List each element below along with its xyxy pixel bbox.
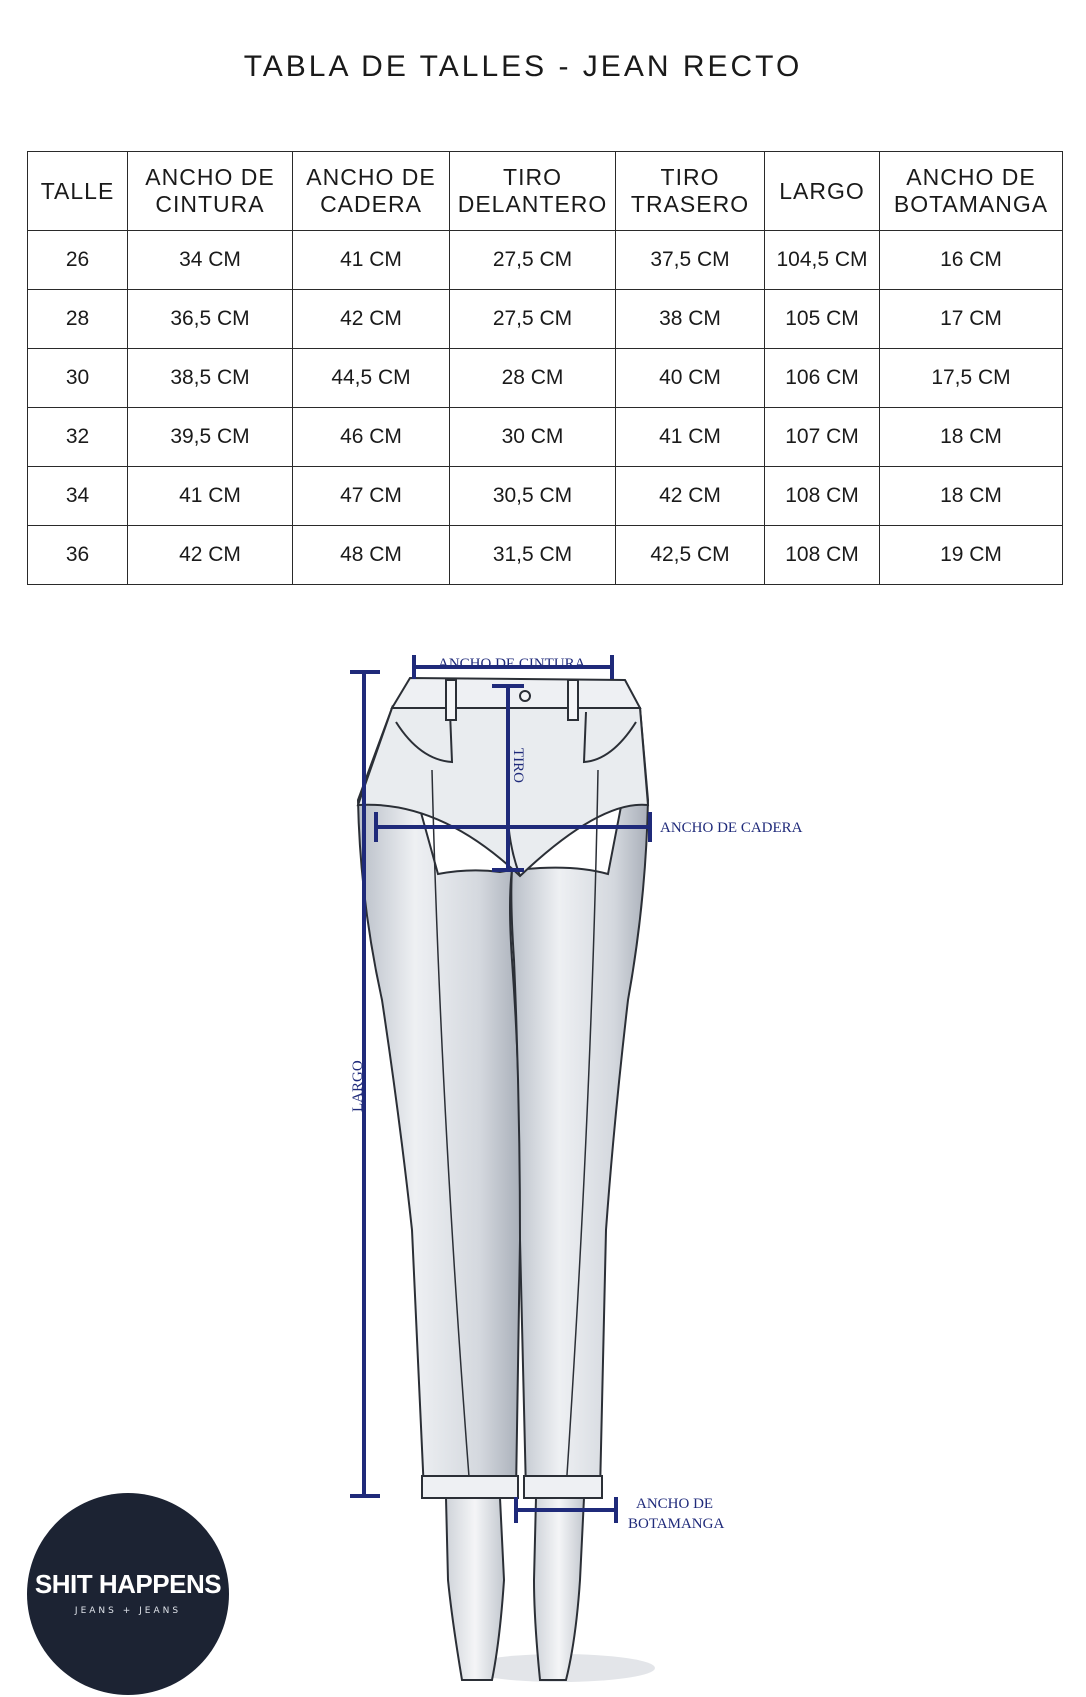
table-cell: 30 bbox=[28, 349, 128, 408]
table-cell: 34 CM bbox=[128, 231, 293, 290]
table-cell: 107 CM bbox=[765, 408, 880, 467]
table-cell: 44,5 CM bbox=[293, 349, 450, 408]
table-cell: 30,5 CM bbox=[450, 467, 616, 526]
table-row bbox=[28, 526, 1063, 585]
right-boot bbox=[534, 1498, 584, 1680]
column-header-text: ANCHO DE bbox=[145, 164, 275, 190]
column-header-text: ANCHO DE bbox=[306, 164, 436, 190]
table-cell: 36,5 CM bbox=[128, 290, 293, 349]
table-body bbox=[28, 231, 1063, 585]
jeans-button bbox=[520, 691, 530, 701]
table-cell: 40 CM bbox=[616, 349, 765, 408]
waistband bbox=[392, 678, 640, 708]
table-row bbox=[28, 290, 1063, 349]
table-cell: 108 CM bbox=[765, 526, 880, 585]
table-cell: 38 CM bbox=[616, 290, 765, 349]
brand-logo-name: SHIT HAPPENS bbox=[34, 1569, 222, 1599]
table-cell: 46 CM bbox=[293, 408, 450, 467]
hip-width-label: ANCHO DE CADERA bbox=[660, 820, 803, 836]
table-cell: 41 CM bbox=[293, 231, 450, 290]
table-cell: 37,5 CM bbox=[616, 231, 765, 290]
table-cell: 42 CM bbox=[616, 467, 765, 526]
hem-width-label-line1: ANCHO DE bbox=[636, 1496, 714, 1512]
table-cell: 48 CM bbox=[293, 526, 450, 585]
column-header-text: BOTAMANGA bbox=[893, 191, 1049, 217]
column-header-text: TIRO bbox=[660, 164, 720, 190]
table-cell: 31,5 CM bbox=[450, 526, 616, 585]
table-cell: 27,5 CM bbox=[450, 290, 616, 349]
table-cell: 18 CM bbox=[880, 408, 1063, 467]
table-cell: 16 CM bbox=[880, 231, 1063, 290]
brand-logo-tagline: JEANS + JEANS bbox=[74, 1606, 182, 1616]
table-cell: 27,5 CM bbox=[450, 231, 616, 290]
table-cell: 28 bbox=[28, 290, 128, 349]
table-cell: 18 CM bbox=[880, 467, 1063, 526]
column-header bbox=[616, 152, 765, 231]
table-cell: 19 CM bbox=[880, 526, 1063, 585]
table-cell: 26 bbox=[28, 231, 128, 290]
table-cell: 38,5 CM bbox=[128, 349, 293, 408]
table-cell: 30 CM bbox=[450, 408, 616, 467]
table-row bbox=[28, 231, 1063, 290]
belt-loop bbox=[446, 680, 456, 720]
table-cell: 105 CM bbox=[765, 290, 880, 349]
table-row bbox=[28, 467, 1063, 526]
table-cell: 28 CM bbox=[450, 349, 616, 408]
brand-logo bbox=[27, 1493, 229, 1695]
length-label: LARGO bbox=[350, 1060, 366, 1112]
column-header-text: CADERA bbox=[320, 191, 422, 217]
table-cell: 17 CM bbox=[880, 290, 1063, 349]
table-cell: 47 CM bbox=[293, 467, 450, 526]
left-boot bbox=[446, 1498, 504, 1680]
table-cell: 34 bbox=[28, 467, 128, 526]
column-header-text: TALLE bbox=[40, 177, 115, 204]
column-header bbox=[765, 152, 880, 231]
table-cell: 104,5 CM bbox=[765, 231, 880, 290]
table-cell: 106 CM bbox=[765, 349, 880, 408]
column-header bbox=[293, 152, 450, 231]
rise-label: TIRO bbox=[510, 748, 526, 783]
column-header bbox=[880, 152, 1063, 231]
table-cell: 42,5 CM bbox=[616, 526, 765, 585]
size-table bbox=[27, 151, 1063, 585]
table-cell: 32 bbox=[28, 408, 128, 467]
table-cell: 41 CM bbox=[616, 408, 765, 467]
table-header-row bbox=[28, 152, 1063, 231]
column-header bbox=[128, 152, 293, 231]
left-cuff bbox=[422, 1476, 518, 1498]
page-title: TABLA DE TALLES - JEAN RECTO bbox=[243, 50, 803, 83]
table-cell: 42 CM bbox=[128, 526, 293, 585]
table-cell: 41 CM bbox=[128, 467, 293, 526]
column-header-text: ANCHO DE bbox=[906, 164, 1036, 190]
table-row bbox=[28, 349, 1063, 408]
waist-width-label: ANCHO DE CINTURA bbox=[438, 656, 586, 672]
column-header-text: LARGO bbox=[779, 177, 865, 204]
table-cell: 17,5 CM bbox=[880, 349, 1063, 408]
column-header bbox=[28, 152, 128, 231]
column-header-text: TRASERO bbox=[630, 191, 750, 217]
column-header bbox=[450, 152, 616, 231]
right-cuff bbox=[524, 1476, 602, 1498]
column-header-text: DELANTERO bbox=[457, 191, 608, 217]
table-cell: 36 bbox=[28, 526, 128, 585]
hem-width-label-line2: BOTAMANGA bbox=[628, 1516, 725, 1532]
table-cell: 42 CM bbox=[293, 290, 450, 349]
belt-loop bbox=[568, 680, 578, 720]
column-header-text: TIRO bbox=[503, 164, 562, 190]
column-header-text: CINTURA bbox=[155, 191, 265, 217]
table-row bbox=[28, 408, 1063, 467]
table-cell: 39,5 CM bbox=[128, 408, 293, 467]
table-cell: 108 CM bbox=[765, 467, 880, 526]
